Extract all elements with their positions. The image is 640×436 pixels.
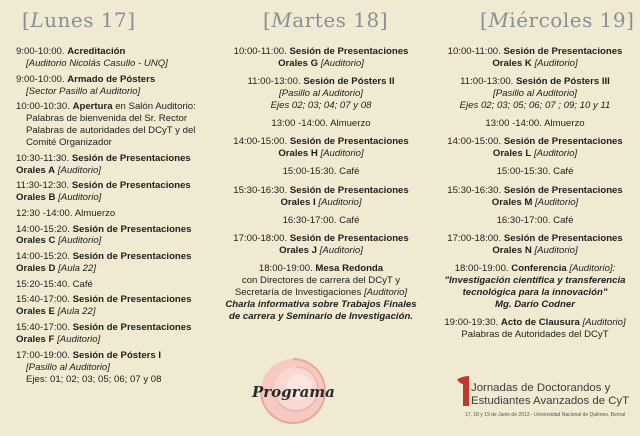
- jornadas-title-line2: Estudiantes Avanzados de CyT: [471, 395, 630, 407]
- day-title: [Miércoles 19]: [480, 8, 635, 32]
- day-column-wednesday: [428, 0, 640, 436]
- schedule-item: 16:30-17:00. Café: [496, 214, 574, 226]
- schedule-item: 15:20-15:40. Café: [16, 278, 93, 290]
- schedule-item: 14:00-15:00. Sesión de Presentaciones Orales H [Auditorio]: [233, 136, 409, 160]
- day-title: [Martes 18]: [263, 8, 389, 32]
- schedule-item: 10:00-11:00. Sesión de Presentaciones Orales K [Auditorio]: [447, 46, 623, 69]
- schedule-list: [219, 46, 423, 329]
- schedule-item: 19:00-19:30. Acto de Clausura [Auditorio] Palabras de Autoridades del DCyT: [444, 316, 626, 340]
- day-title: [Lunes 17]: [22, 8, 136, 32]
- schedule-item: 13:00 -14:00. Almuerzo: [271, 118, 371, 130]
- schedule-item: 10:30-11:30. Sesión de Presentaciones Orales A [Auditorio]: [16, 152, 191, 176]
- schedule-item: 10:00-11:00. Sesión de Presentaciones Orales G [Auditorio]: [233, 46, 409, 69]
- schedule-list: [432, 46, 638, 347]
- jornadas-footer: 17, 18 y 19 de Junio de 2013 - Universidad Nacional de Quilmes, Bernal: [465, 412, 626, 418]
- schedule-item: 14:00-15:20. Sesión de Presentaciones Orales C [Auditorio]: [16, 223, 192, 247]
- schedule-item: 13:00 -14:00. Almuerzo: [485, 118, 585, 130]
- schedule-item: 9:00-10:00. Armado de Pósters [Sector Pasillo al Auditorio]: [16, 73, 156, 97]
- schedule-item: 11:00-13:00. Sesión de Pósters II [Pasillo al Auditorio] Ejes 02; 03; 04; 07 y 08: [247, 76, 395, 111]
- schedule-item: 11:00-13:00. Sesión de Pósters III [Pasillo al Auditorio] Ejes 02; 03; 05; 06; 07 ; 09; 10 y 11: [459, 76, 611, 111]
- schedule-item: 15:00-15:30. Café: [282, 166, 360, 178]
- schedule-item: 18:00-19:00. Conferencia [Auditorio]: "Investigación científica y transferencia tecnológica para la innovación" Mg. Darío Codner: [444, 263, 626, 310]
- schedule-item: 15:40-17:00. Sesión de Presentaciones Orales F [Auditorio]: [16, 322, 192, 345]
- schedule-list: [16, 46, 208, 389]
- schedule-item: 15:00-15:30. Café: [496, 166, 574, 178]
- schedule-item: 9:00-10:00. Acreditación [Auditorio Nicolás Casullo - UNQ]: [16, 46, 168, 69]
- jornadas-title-line1: Jornadas de Doctorandos y: [471, 382, 611, 394]
- schedule-item: 17:00-19:00. Sesión de Pósters I [Pasillo al Auditorio] Ejes: 01; 02; 03; 05; 06; 07 y 08: [16, 349, 162, 385]
- schedule-item: 17:00-18:00. Sesión de Presentaciones Orales N [Auditorio]: [447, 232, 623, 256]
- schedule-item: 15:40-17:00. Sesión de Presentaciones Orales E [Aula 22]: [16, 294, 192, 318]
- schedule-item: 12:30 -14:00. Almuerzo: [16, 207, 116, 219]
- schedule-item: 14:00-15:20. Sesión de Presentaciones Orales D [Aula 22]: [16, 251, 192, 275]
- schedule-item: 15:30-16:30. Sesión de Presentaciones Orales M [Auditorio]: [447, 184, 623, 208]
- day-column-monday: [0, 0, 210, 436]
- schedule-item: 14:00-15:00. Sesión de Presentaciones Orales L [Auditorio]: [447, 136, 623, 160]
- schedule-item: 18:00-19:00. Mesa Redonda con Directores de carrera del DCyT y Secretaría de Investigaciones [Auditorio] Charla informativa sobre Trabajos Finales de carrera y Seminario de Investigación.: [225, 263, 417, 322]
- schedule-item: 17:00-18:00. Sesión de Presentaciones Orales J [Auditorio]: [233, 232, 409, 256]
- programa-label: Programa: [252, 383, 335, 401]
- schedule-item: 15:30-16:30. Sesión de Presentaciones Orales I [Auditorio]: [233, 184, 409, 208]
- jornadas-logo: [455, 374, 631, 432]
- schedule-item: 16:30-17:00. Café: [282, 214, 360, 226]
- schedule-item: 11:30-12:30. Sesión de Presentaciones Orales B [Auditorio]: [16, 180, 191, 204]
- schedule-item: 10:00-10:30. Apertura en Salón Auditorio: Palabras de bienvenida del Sr. Rector Palabras de autoridades del DCyT y del Comité Organizador: [16, 101, 196, 148]
